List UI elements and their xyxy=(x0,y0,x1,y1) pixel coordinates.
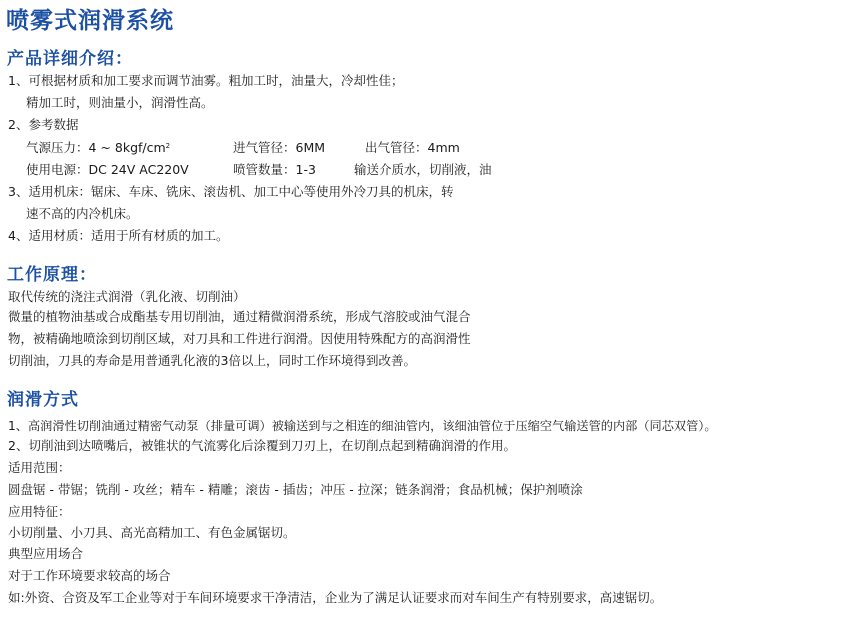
section-heading-details: 产品详细介绍： xyxy=(7,49,133,69)
method-line: 应用特征： xyxy=(8,504,71,519)
method-line: 小切削量、小刀具、高光高精加工、有色金属锯切。 xyxy=(8,525,296,540)
detail-item-3b: 速不高的内冷机床。 xyxy=(26,206,139,221)
method-line: 1、高润滑性切削油通过精密气动泵（排量可调）被输送到与之相连的细油管内，该细油管位于压缩空气输送管的内部（同芯双管）。 xyxy=(8,419,717,433)
inlet-diameter: 进气管径：6MM xyxy=(233,140,326,155)
method-line: 对于工作环境要求较高的场合 xyxy=(8,568,171,583)
principle-line: 取代传统的浇注式润滑（乳化液、切削油） xyxy=(8,289,246,304)
method-line: 2、切削油到达喷嘴后，被锥状的气流雾化后涂覆到刀刃上，在切削点起到精确润滑的作用。 xyxy=(8,438,516,453)
method-line: 适用范围： xyxy=(8,460,71,475)
air-pressure xyxy=(26,140,170,156)
method-line: 典型应用场合 xyxy=(8,546,84,561)
method-line: 圆盘锯 - 带锯；铣削 - 攻丝；精车 - 精雕；滚齿 - 插齿；冲压 - 拉深；链条润滑；食品机械；保护剂喷涂 xyxy=(8,482,583,497)
detail-item-4: 4、适用材质：适用于所有材质的加工。 xyxy=(8,228,229,243)
nozzle-count: 喷管数量：1-3 xyxy=(233,162,316,177)
principle-line: 物，被精确地喷涂到切削区域，对刀具和工件进行润滑。因使用特殊配方的高润滑性 xyxy=(8,331,471,346)
section-heading-method: 润滑方式 xyxy=(7,390,79,410)
detail-item-1b: 精加工时，则油量小，润滑性高。 xyxy=(26,95,214,110)
detail-item-3a: 3、适用机床：锯床、车床、铣床、滚齿机、加工中心等使用外冷刀具的机床，转 xyxy=(8,184,454,199)
method-line: 如:外资、合资及军工企业等对于车间环境要求干净清洁，企业为了满足认证要求而对车间生产有特别要求，高速锯切。 xyxy=(8,590,663,605)
principle-line: 切削油，刀具的寿命是用普通乳化液的3倍以上，同时工作环境得到改善。 xyxy=(8,353,416,368)
page-title: 喷雾式润滑系统 xyxy=(6,8,174,34)
principle-line: 微量的植物油基或合成酯基专用切削油，通过精微润滑系统，形成气溶胶或油气混合 xyxy=(8,309,471,324)
detail-item-2: 2、参考数据 xyxy=(8,117,79,132)
transport-media: 输送介质水，切削液，油 xyxy=(354,162,492,177)
section-heading-principle: 工作原理： xyxy=(7,265,97,285)
air-pressure-sup: 2 xyxy=(165,142,171,150)
air-pressure-label: 气源压力：4 ~ 8kgf/cm xyxy=(26,140,166,155)
power-supply: 使用电源：DC 24V AC220V xyxy=(26,162,189,177)
outlet-diameter: 出气管径：4mm xyxy=(365,140,460,155)
detail-item-1a: 1、可根据材质和加工要求而调节油雾。粗加工时，油量大，冷却性佳； xyxy=(8,73,404,88)
